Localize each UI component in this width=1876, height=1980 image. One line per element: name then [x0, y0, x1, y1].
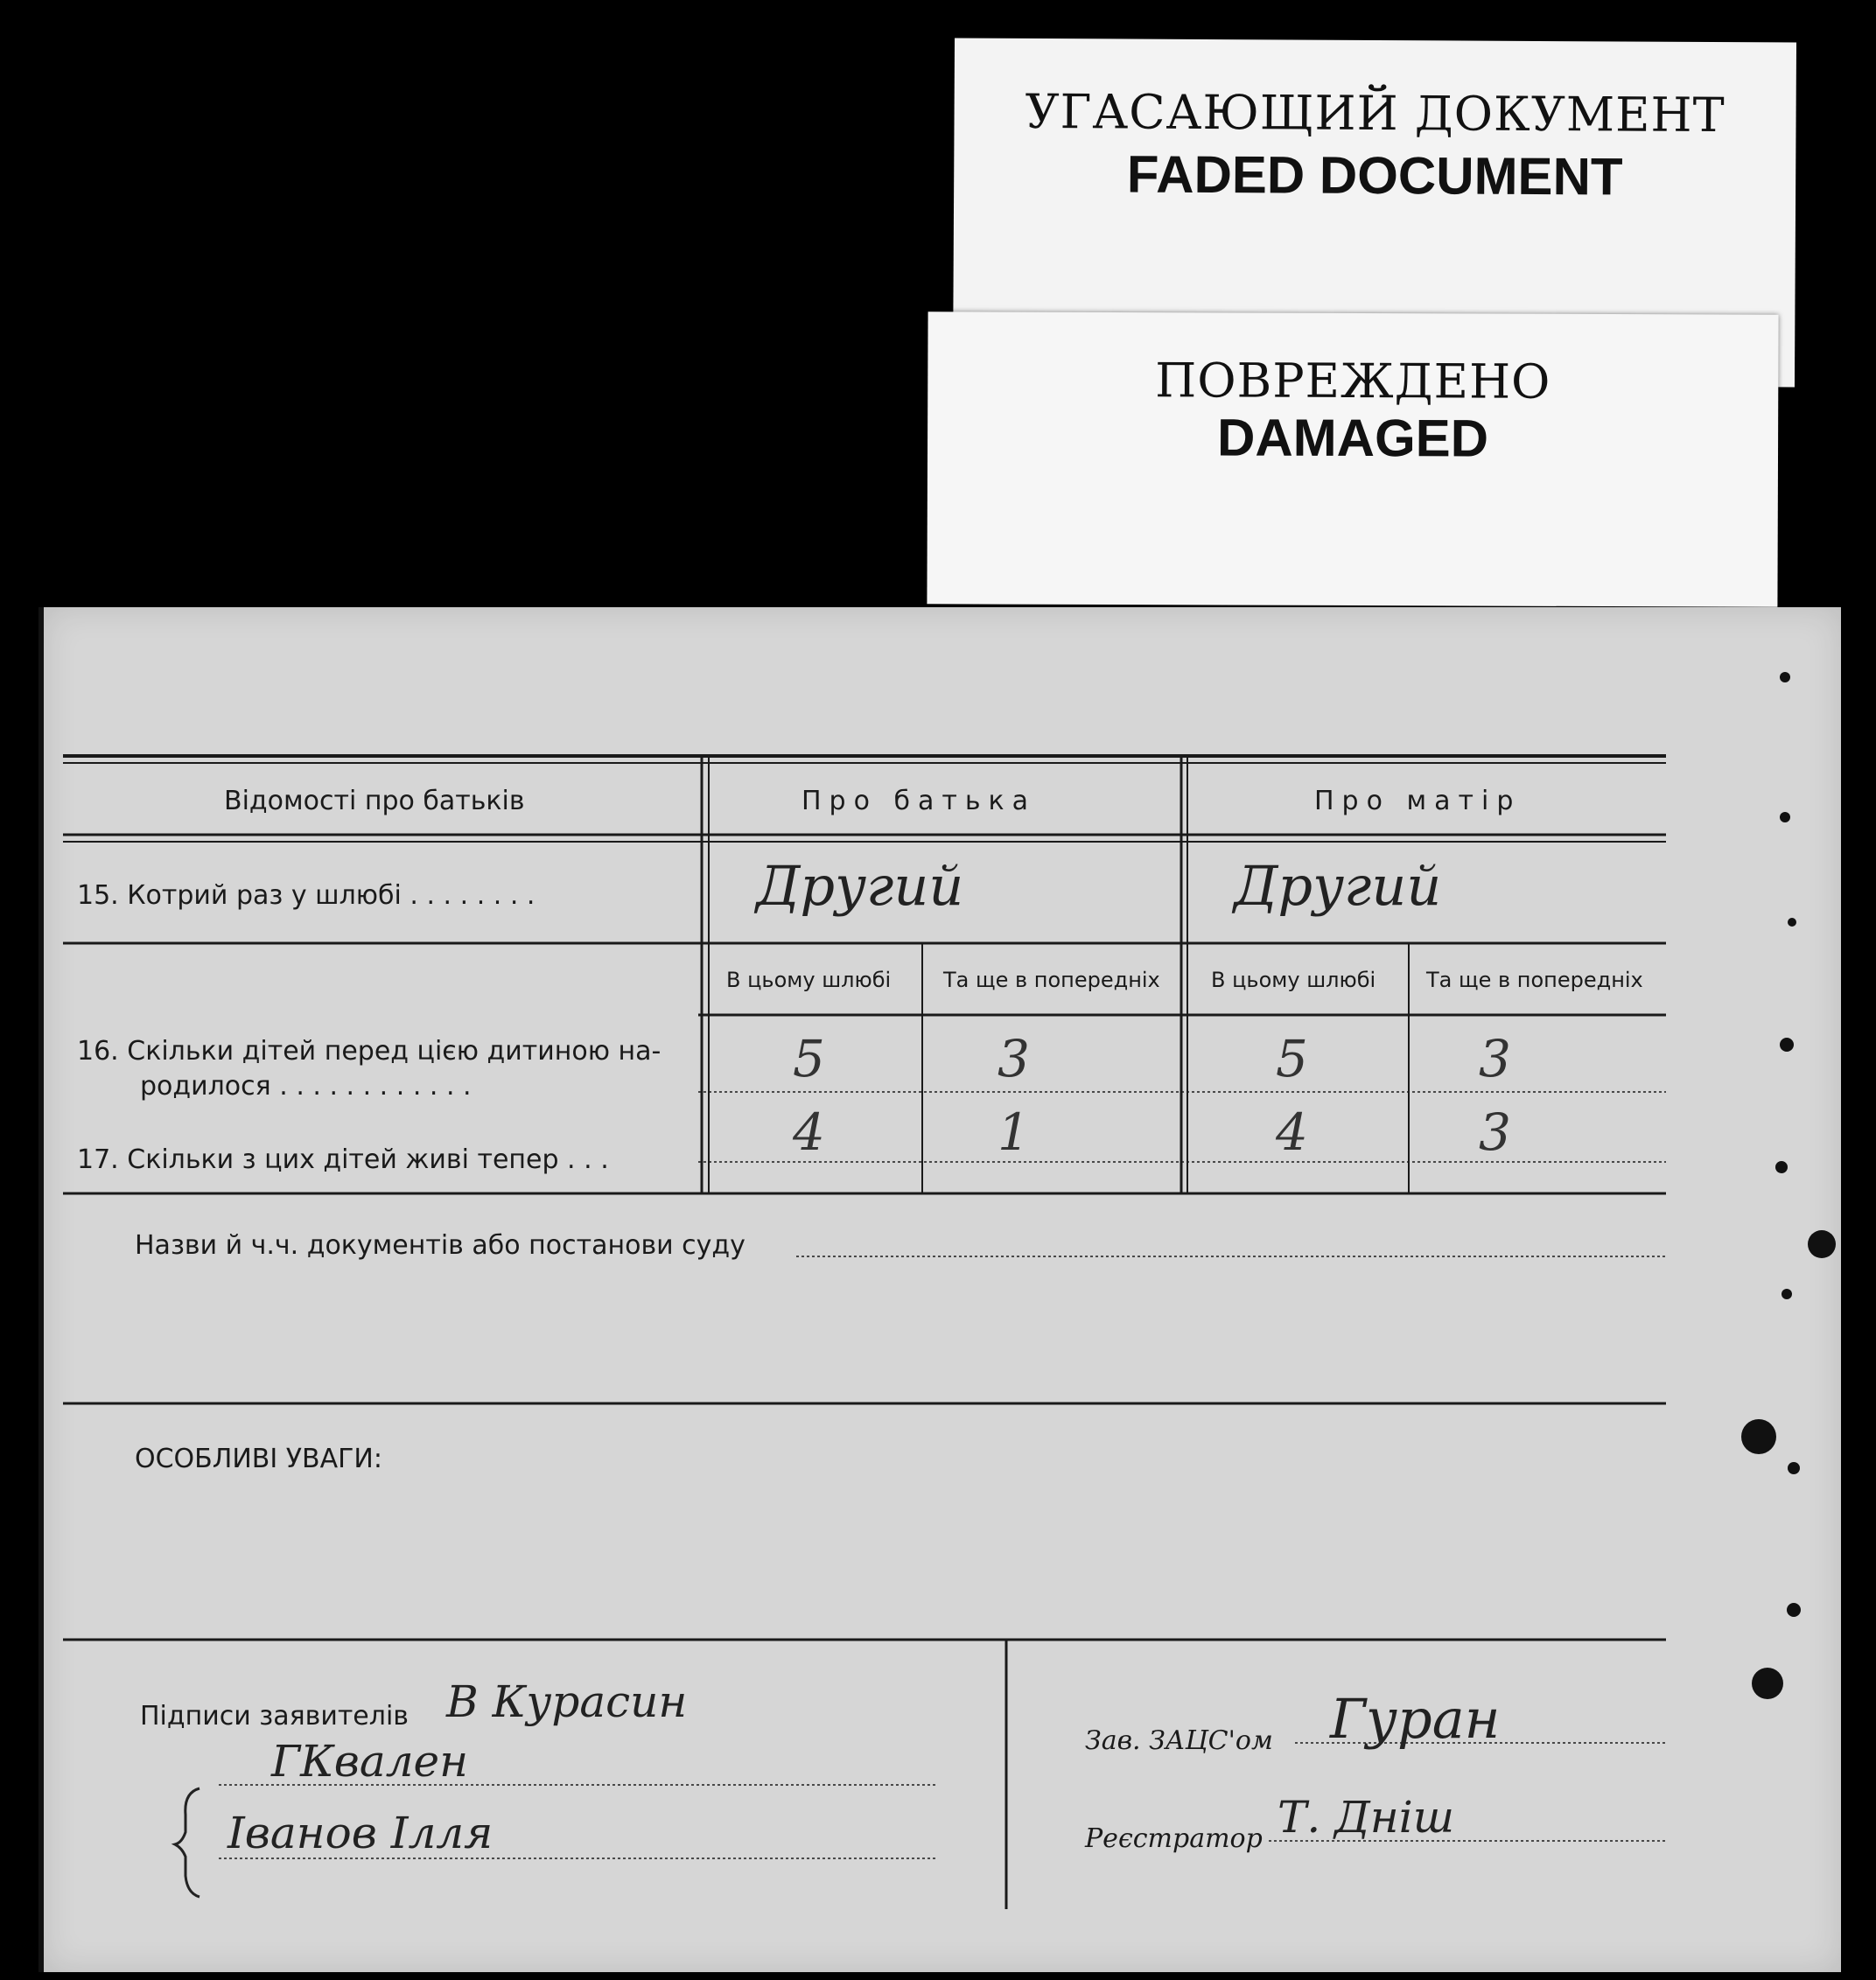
head-label: Зав. ЗАЦС'ом	[1085, 1725, 1273, 1756]
faded-label-en: FADED DOCUMENT	[1126, 144, 1623, 206]
registrar-signature: Т. Дніш	[1278, 1792, 1455, 1843]
row16-father-this: 5	[793, 1029, 825, 1088]
subheader-mother-this-marriage: В цьому шлюбі	[1211, 968, 1376, 992]
row17-father-this: 4	[793, 1102, 825, 1162]
form-sheet	[38, 607, 1841, 1972]
damaged-label-ru: ПОВРЕЖДЕНО	[1155, 353, 1551, 409]
documents-label: Назви й ч.ч. документів або постанови суду	[135, 1230, 746, 1261]
row17-label: 17. Скільки з цих дітей живі тепер . . .	[77, 1144, 609, 1175]
faded-label-ru: УГАСАЮЩИЙ ДОКУМЕНТ	[1025, 83, 1726, 143]
header-about-father: Про батька	[802, 786, 1037, 816]
subheader-father-this-marriage: В цьому шлюбі	[726, 968, 892, 992]
row16-label-line1: 16. Скільки дітей перед цією дитиною на-	[77, 1036, 662, 1067]
registrar-label: Реєстратор	[1085, 1823, 1263, 1854]
applicant-signature-3: Іванов Ілля	[228, 1808, 494, 1858]
head-signature: Гуран	[1330, 1687, 1501, 1751]
row17-mother-this: 4	[1276, 1102, 1308, 1162]
header-parents-info: Відомості про батьків	[224, 786, 525, 816]
applicant-signature-1: В Курасин	[446, 1676, 688, 1727]
row15-father-value: Другий	[756, 854, 964, 918]
damaged-card	[927, 311, 1778, 606]
row15-label: 15. Котрий раз у шлюбі . . . . . . . .	[77, 880, 536, 911]
applicant-signature-2: ГКвален	[271, 1736, 469, 1787]
row15-mother-value: Другий	[1234, 854, 1442, 918]
row17-mother-previous: 3	[1479, 1102, 1511, 1162]
row17-father-previous: 1	[998, 1102, 1030, 1162]
row16-father-previous: 3	[998, 1029, 1030, 1088]
row16-label-line2: родилося . . . . . . . . . . . .	[140, 1071, 472, 1102]
damaged-label-en: DAMAGED	[1216, 408, 1489, 468]
row16-mother-this: 5	[1276, 1029, 1308, 1088]
row16-mother-previous: 3	[1479, 1029, 1511, 1088]
subheader-father-previous: Та ще в попередніх	[943, 968, 1160, 992]
applicants-signatures-label: Підписи заявителів	[140, 1701, 409, 1732]
subheader-mother-previous: Та ще в попередніх	[1426, 968, 1643, 992]
header-about-mother: Про матір	[1314, 786, 1522, 816]
special-notes-label: ОСОБЛИВІ УВАГИ:	[135, 1444, 382, 1474]
